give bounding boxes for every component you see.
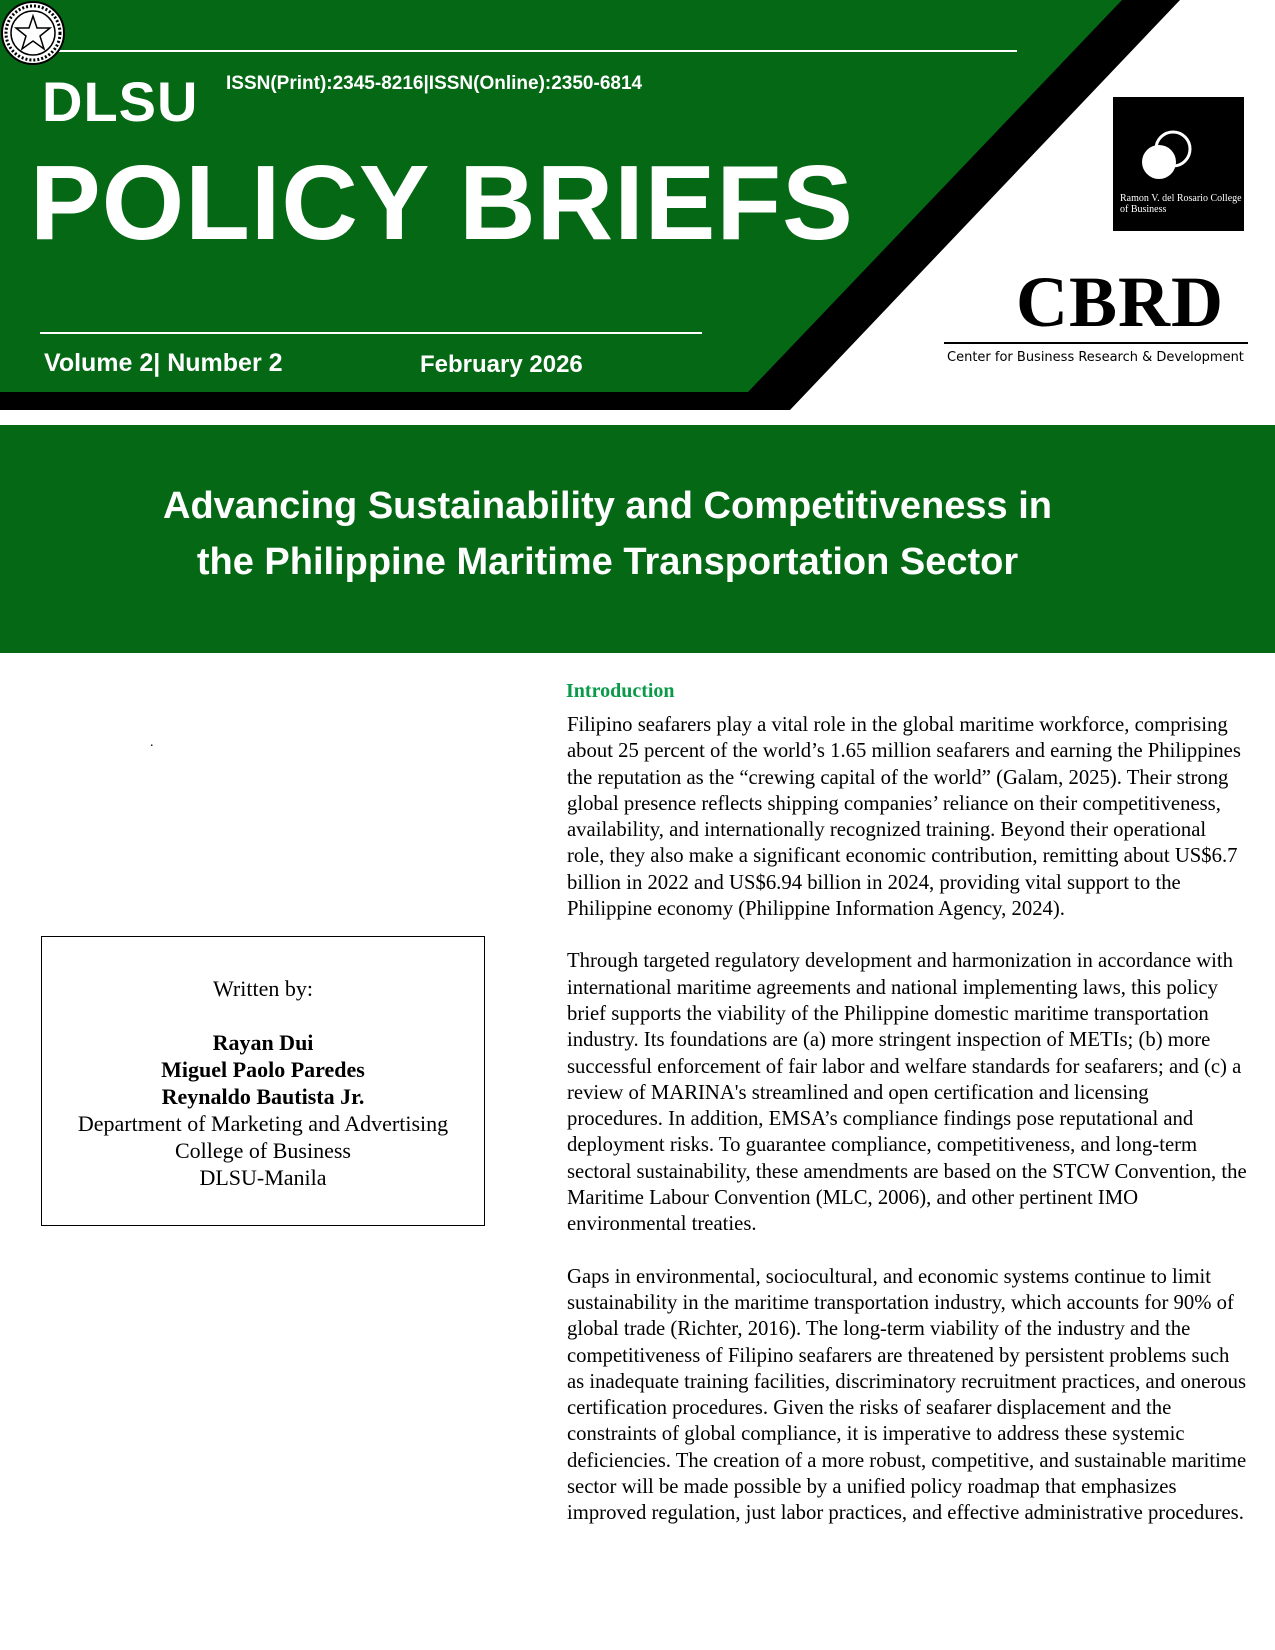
introduction-body [567, 712, 1247, 1553]
author-campus: DLSU-Manila [199, 1165, 327, 1190]
cbrd-divider [944, 342, 1248, 344]
author-name: Reynaldo Bautista Jr. [161, 1084, 365, 1109]
rvr-college-name: Ramon V. del Rosario College of Business [1120, 193, 1242, 215]
brief-title-line-1: Advancing Sustainability and Competitiveness in [163, 485, 1052, 527]
introduction-heading: Introduction [566, 680, 675, 702]
series-title: POLICY BRIEFS [30, 144, 854, 262]
paragraph: Filipino seafarers play a vital role in the global maritime workforce, comprising about 25 percent of the world’s 1.65 million seafarers and earning the Philippines the reputation as the “crewing capital of the world” (Galam, 2025). Their strong global presence reflects shipping companies’ reliance on their competitiveness, availability, and internationally recognized training. Beyond their operational role, they also make a significant economic contribution, remitting about US$6.7 billion in 2022 and US$6.94 billion in 2024, providing vital support to the Philippine economy (Philippine Information Agency, 2024). [567, 714, 1241, 921]
issn-text: ISSN(Print):2345-8216|ISSN(Online):2350-6814 [226, 73, 643, 94]
author-name: Miguel Paolo Paredes [161, 1057, 365, 1082]
rvr-college-logo [1113, 97, 1244, 231]
volume-number: Volume 2| Number 2 [44, 349, 283, 377]
paragraph: Through targeted regulatory development and harmonization in accordance with international maritime agreements and national implementing laws, this policy brief supports the viability of the Philippine domestic maritime transportation industry. Its foundations are (a) more stringent inspection of METIs; (b) more successful enforcement of fair labor and welfare standards for seafarers; and (c) a review of MARINA's streamlined and open certification and licensing procedures. In addition, EMSA’s compliance findings pose reputational and deployment risks. To guarantee compliance, competitiveness, and long-term sectoral sustainability, these amendments are based on the STCW Convention, the Maritime Labour Convention (MLC, 2006), and other pertinent IMO environmental treaties. [567, 950, 1247, 1236]
brief-title [0, 478, 1215, 590]
author-department: Department of Marketing and Advertising [77, 1111, 449, 1136]
brand-short: DLSU [42, 70, 199, 133]
paragraph: Gaps in environmental, sociocultural, and economic systems continue to limit sustainability in the maritime transportation industry, which accounts for 90% of global trade (Richter, 2016). The long-term viability of the industry and the competitiveness of Filipino seafarers are threatened by persistent problems such as inadequate training facilities, discriminatory recruitment practices, and onerous certification procedures. Given the risks of seafarer displacement and the constraints of global compliance, it is imperative to address these systemic deficiencies. The creation of a more robust, competitive, and sustainable maritime sector will be made possible by a unified policy roadmap that emphasizes improved regulation, just labor practices, and effective administrative procedures. [567, 1265, 1247, 1525]
brief-title-line-2: the Philippine Maritime Transportation Sector [196, 541, 1019, 583]
issue-date: February 2026 [420, 351, 583, 378]
author-box [41, 936, 485, 1226]
cbrd-acronym: CBRD [1016, 262, 1225, 342]
author-college: College of Business [175, 1138, 351, 1163]
stray-mark: . [150, 735, 154, 750]
written-by-label: Written by: [213, 976, 313, 1001]
author-list [42, 1029, 484, 1110]
author-name: Rayan Dui [212, 1030, 314, 1055]
masthead [0, 0, 1275, 410]
rvr-emblem-icon [1131, 127, 1201, 187]
dlsu-seal-icon [0, 0, 66, 66]
cbrd-full-name: Center for Business Research & Development [947, 350, 1244, 365]
